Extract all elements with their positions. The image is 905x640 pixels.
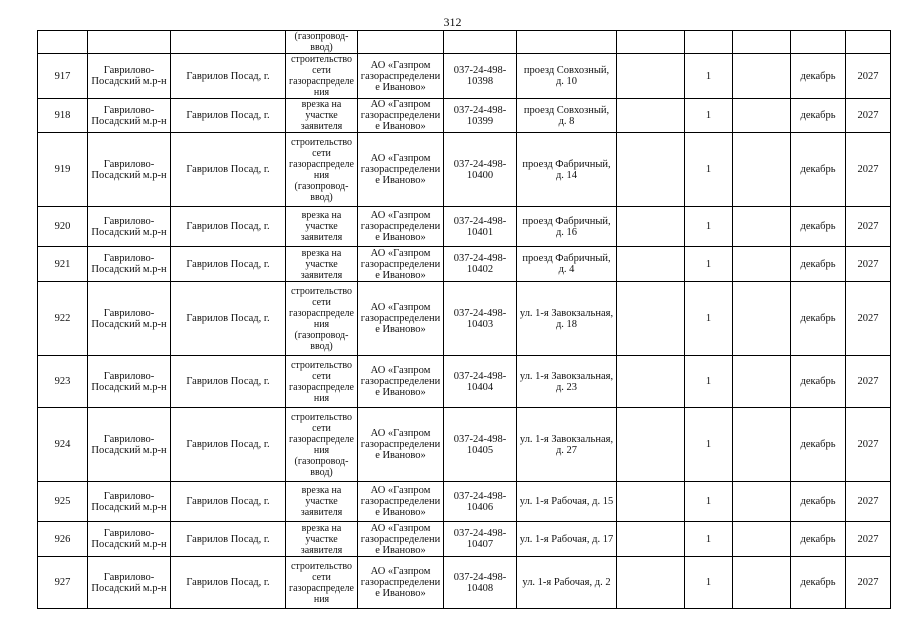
cell-empty	[733, 482, 791, 522]
cell-year: 2027	[846, 356, 891, 408]
cell-num	[38, 31, 88, 54]
cell-empty	[733, 133, 791, 207]
cell-month	[791, 31, 846, 54]
cell-empty	[617, 557, 685, 609]
cell-year: 2027	[846, 247, 891, 282]
table-row	[38, 522, 891, 557]
cell-year: 2027	[846, 207, 891, 247]
cell-locality: Гаврилов Посад, г.	[171, 557, 286, 609]
cell-locality: Гаврилов Посад, г.	[171, 99, 286, 133]
cell-address: ул. 1-я Завокзальная, д. 27	[517, 408, 617, 482]
cell-empty	[733, 54, 791, 99]
cell-company: АО «Газпром газораспределение Иваново»	[358, 207, 444, 247]
cell-num: 918	[38, 99, 88, 133]
table-row	[38, 99, 891, 133]
cell-code: 037-24-498-10408	[444, 557, 517, 609]
cell-code: 037-24-498-10405	[444, 408, 517, 482]
cell-district: Гаврилово-Посадский м.р-н	[88, 247, 171, 282]
cell-year: 2027	[846, 133, 891, 207]
cell-company: АО «Газпром газораспределение Иваново»	[358, 356, 444, 408]
cell-empty	[617, 99, 685, 133]
table-row	[38, 207, 891, 247]
cell-month: декабрь	[791, 247, 846, 282]
cell-work-type: строительство сети газораспределения (газопровод-ввод)	[286, 133, 358, 207]
cell-locality: Гаврилов Посад, г.	[171, 207, 286, 247]
cell-count: 1	[685, 522, 733, 557]
table-row-continued	[38, 31, 891, 54]
cell-count	[685, 31, 733, 54]
cell-month: декабрь	[791, 54, 846, 99]
cell-locality: Гаврилов Посад, г.	[171, 133, 286, 207]
cell-district: Гаврилово-Посадский м.р-н	[88, 557, 171, 609]
cell-work-type: врезка на участке заявителя	[286, 247, 358, 282]
cell-locality: Гаврилов Посад, г.	[171, 54, 286, 99]
table-row	[38, 247, 891, 282]
cell-year: 2027	[846, 54, 891, 99]
cell-locality: Гаврилов Посад, г.	[171, 356, 286, 408]
cell-empty	[733, 522, 791, 557]
cell-company: АО «Газпром газораспределение Иваново»	[358, 133, 444, 207]
cell-num: 923	[38, 356, 88, 408]
cell-num: 924	[38, 408, 88, 482]
cell-company: АО «Газпром газораспределение Иваново»	[358, 99, 444, 133]
cell-company: АО «Газпром газораспределение Иваново»	[358, 282, 444, 356]
table-row	[38, 408, 891, 482]
cell-count: 1	[685, 557, 733, 609]
cell-district: Гаврилово-Посадский м.р-н	[88, 408, 171, 482]
cell-month: декабрь	[791, 282, 846, 356]
cell-code: 037-24-498-10398	[444, 54, 517, 99]
cell-company: АО «Газпром газораспределение Иваново»	[358, 482, 444, 522]
cell-year: 2027	[846, 557, 891, 609]
cell-month: декабрь	[791, 522, 846, 557]
cell-code: 037-24-498-10406	[444, 482, 517, 522]
cell-company: АО «Газпром газораспределение Иваново»	[358, 247, 444, 282]
cell-district	[88, 31, 171, 54]
cell-empty	[733, 31, 791, 54]
cell-address: ул. 1-я Завокзальная, д. 18	[517, 282, 617, 356]
cell-company: АО «Газпром газораспределение Иваново»	[358, 522, 444, 557]
cell-year	[846, 31, 891, 54]
cell-work-type: строительство сети газораспределения	[286, 54, 358, 99]
cell-address: проезд Совхозный, д. 8	[517, 99, 617, 133]
cell-year: 2027	[846, 522, 891, 557]
cell-month: декабрь	[791, 408, 846, 482]
cell-num: 927	[38, 557, 88, 609]
cell-work-type: строительство сети газораспределения	[286, 557, 358, 609]
cell-locality: Гаврилов Посад, г.	[171, 482, 286, 522]
cell-code: 037-24-498-10407	[444, 522, 517, 557]
cell-empty	[733, 282, 791, 356]
cell-empty	[617, 522, 685, 557]
cell-month: декабрь	[791, 133, 846, 207]
cell-empty	[617, 54, 685, 99]
cell-work-type: строительство сети газораспределения (газопровод-ввод)	[286, 282, 358, 356]
cell-count: 1	[685, 54, 733, 99]
table-row	[38, 54, 891, 99]
registry-table	[37, 30, 891, 609]
cell-code: 037-24-498-10403	[444, 282, 517, 356]
cell-district: Гаврилово-Посадский м.р-н	[88, 207, 171, 247]
cell-empty	[617, 31, 685, 54]
cell-year: 2027	[846, 99, 891, 133]
cell-empty	[617, 207, 685, 247]
cell-num: 921	[38, 247, 88, 282]
cell-locality: Гаврилов Посад, г.	[171, 408, 286, 482]
cell-locality: Гаврилов Посад, г.	[171, 247, 286, 282]
cell-count: 1	[685, 282, 733, 356]
cell-count: 1	[685, 356, 733, 408]
cell-company: АО «Газпром газораспределение Иваново»	[358, 408, 444, 482]
cell-count: 1	[685, 482, 733, 522]
cell-count: 1	[685, 247, 733, 282]
cell-address: проезд Фабричный, д. 14	[517, 133, 617, 207]
cell-work-type: строительство сети газораспределения	[286, 356, 358, 408]
cell-code: 037-24-498-10399	[444, 99, 517, 133]
cell-address: проезд Совхозный, д. 10	[517, 54, 617, 99]
cell-month: декабрь	[791, 99, 846, 133]
cell-empty	[733, 247, 791, 282]
cell-num: 926	[38, 522, 88, 557]
cell-code: 037-24-498-10400	[444, 133, 517, 207]
table-row	[38, 356, 891, 408]
cell-district: Гаврилово-Посадский м.р-н	[88, 54, 171, 99]
cell-count: 1	[685, 207, 733, 247]
cell-work-type: врезка на участке заявителя	[286, 482, 358, 522]
cell-address: ул. 1-я Рабочая, д. 15	[517, 482, 617, 522]
cell-month: декабрь	[791, 482, 846, 522]
table-row	[38, 282, 891, 356]
cell-month: декабрь	[791, 207, 846, 247]
cell-code	[444, 31, 517, 54]
cell-address: ул. 1-я Рабочая, д. 2	[517, 557, 617, 609]
cell-year: 2027	[846, 482, 891, 522]
page-number: 312	[443, 15, 462, 29]
cell-empty	[617, 408, 685, 482]
cell-code: 037-24-498-10401	[444, 207, 517, 247]
cell-year: 2027	[846, 408, 891, 482]
cell-address: проезд Фабричный, д. 16	[517, 207, 617, 247]
cell-locality	[171, 31, 286, 54]
cell-company: АО «Газпром газораспределение Иваново»	[358, 54, 444, 99]
cell-address: ул. 1-я Завокзальная, д. 23	[517, 356, 617, 408]
cell-empty	[733, 557, 791, 609]
cell-empty	[617, 133, 685, 207]
cell-district: Гаврилово-Посадский м.р-н	[88, 133, 171, 207]
cell-empty	[617, 247, 685, 282]
cell-district: Гаврилово-Посадский м.р-н	[88, 282, 171, 356]
cell-empty	[733, 408, 791, 482]
cell-count: 1	[685, 408, 733, 482]
table-body	[38, 31, 891, 609]
cell-district: Гаврилово-Посадский м.р-н	[88, 522, 171, 557]
cell-year: 2027	[846, 282, 891, 356]
cell-empty	[733, 99, 791, 133]
cell-district: Гаврилово-Посадский м.р-н	[88, 356, 171, 408]
cell-work-type: врезка на участке заявителя	[286, 99, 358, 133]
cell-num: 922	[38, 282, 88, 356]
cell-locality: Гаврилов Посад, г.	[171, 282, 286, 356]
cell-district: Гаврилово-Посадский м.р-н	[88, 99, 171, 133]
cell-address	[517, 31, 617, 54]
cell-num: 920	[38, 207, 88, 247]
cell-count: 1	[685, 133, 733, 207]
cell-count: 1	[685, 99, 733, 133]
table-row	[38, 557, 891, 609]
cell-work-type: врезка на участке заявителя	[286, 522, 358, 557]
cell-company	[358, 31, 444, 54]
cell-work-type: строительство сети газораспределения (газопровод-ввод)	[286, 408, 358, 482]
cell-locality: Гаврилов Посад, г.	[171, 522, 286, 557]
cell-month: декабрь	[791, 557, 846, 609]
cell-num: 919	[38, 133, 88, 207]
cell-empty	[733, 207, 791, 247]
table-row	[38, 133, 891, 207]
cell-empty	[617, 356, 685, 408]
cell-empty	[733, 356, 791, 408]
cell-work-type: врезка на участке заявителя	[286, 207, 358, 247]
table-row	[38, 482, 891, 522]
cell-empty	[617, 282, 685, 356]
cell-month: декабрь	[791, 356, 846, 408]
cell-num: 917	[38, 54, 88, 99]
cell-code: 037-24-498-10402	[444, 247, 517, 282]
cell-address: проезд Фабричный, д. 4	[517, 247, 617, 282]
cell-code: 037-24-498-10404	[444, 356, 517, 408]
cell-empty	[617, 482, 685, 522]
cell-district: Гаврилово-Посадский м.р-н	[88, 482, 171, 522]
cell-company: АО «Газпром газораспределение Иваново»	[358, 557, 444, 609]
cell-work-type: (газопровод-ввод)	[286, 31, 358, 54]
cell-address: ул. 1-я Рабочая, д. 17	[517, 522, 617, 557]
cell-num: 925	[38, 482, 88, 522]
